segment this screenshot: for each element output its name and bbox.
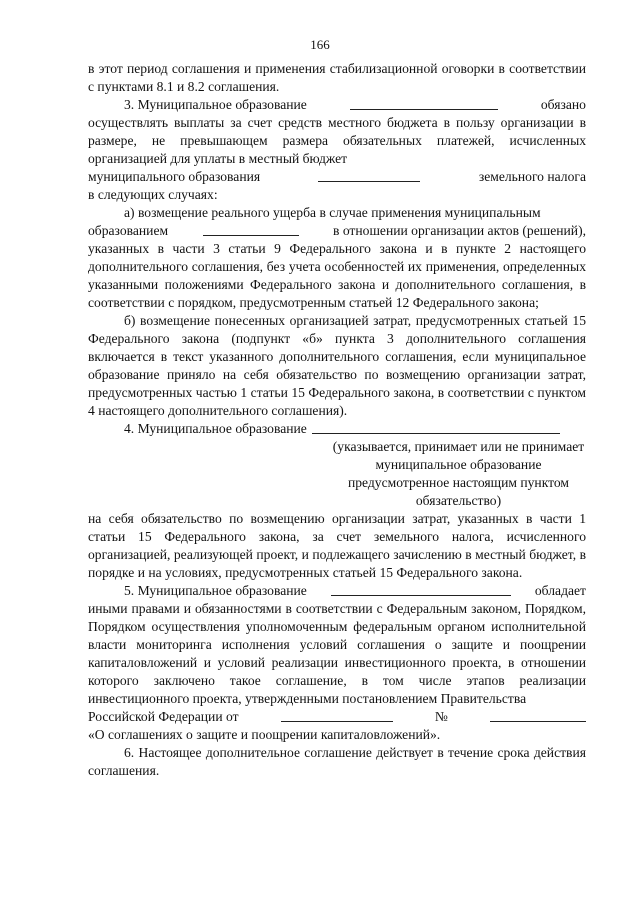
paragraph-5-body: иными правами и обязанностями в соответствии с Федеральным законом, Порядком, Порядком осуществления уполномоченным федеральным органом исполнительной власти мониторинга исполнения условий соглашения о защите и поощрении капиталовложений и условий реализации инвестиционного проекта, в отношении которого заключено такое соглашение, в том числе этапов реализации инвестиционного проекта, утвержденными постановлением Правительства	[88, 601, 586, 706]
subparagraph-a-acts: в отношении организации актов (решений),	[333, 223, 586, 238]
paragraph-3-land-tax: земельного налога	[478, 169, 586, 184]
paragraph-3-tax-line	[88, 168, 586, 186]
paragraph-3-obligated: обязано	[540, 97, 586, 112]
paragraph-4-instruction: (указывается, принимает или не принимает муниципальное образование предусмотренное настоящим пунктом обязательство)	[332, 439, 585, 508]
paragraph-5-rf: Российской Федерации от	[88, 709, 239, 724]
municipality-name-blank-5	[331, 582, 511, 596]
paragraph-3-first-line	[88, 96, 586, 114]
paragraph-5-decree-title: «О соглашениях о защите и поощрении капиталовложений».	[88, 727, 441, 742]
paragraph-3-cases: в следующих случаях:	[88, 187, 218, 202]
page-number: 166	[310, 37, 330, 52]
paragraph-5-first-line	[88, 582, 586, 600]
paragraph-5-number-sign: №	[434, 709, 448, 724]
paragraph-4-lead: 4. Муниципальное образование	[124, 421, 307, 436]
paragraph-3-body: осуществлять выплаты за счет средств местного бюджета в пользу организации в размере, не превышающем размера обязательных платежей, исчисленных организацией для уплаты в местный бюджет	[88, 115, 586, 166]
subparagraph-a-entity: образованием	[88, 223, 169, 238]
municipality-name-blank	[350, 96, 498, 110]
municipality-blank-a	[203, 222, 299, 236]
subparagraph-a-lead: а) возмещение реального ущерба в случае применения муниципальным	[124, 205, 541, 220]
subparagraph-b: б) возмещение понесенных организацией затрат, предусмотренных статьей 15 Федерального закона (подпункт «б» пункта 3 дополнительного соглашения включается в текст указанного дополнительного соглашения, если муниципальное образование приняло на себя обязательство по возмещению организации затрат, предусмотренных частью 1 статьи 15 Федерального закона, в соответствии с пунктом 4 настоящего дополнительного соглашения).	[88, 313, 586, 418]
document-body	[88, 60, 586, 780]
decree-date-blank	[281, 708, 393, 722]
municipality-blank	[318, 168, 420, 182]
paragraph-5-has: обладает	[534, 583, 586, 598]
paragraph-4-body: на себя обязательство по возмещению организации затрат, указанных в части 1 статьи 15 Федерального закона, за счет земельного налога, исчисленного организацией, реализующей проект, и подлежащего зачислению в местный бюджет, в порядке и на условиях, предусмотренных статьей 15 Федерального закона.	[88, 511, 586, 580]
paragraph-3-lead: 3. Муниципальное образование	[124, 97, 307, 112]
paragraph-5-decree-line	[88, 708, 586, 726]
decree-number-blank	[490, 708, 586, 722]
paragraph-3-municipality: муниципального образования	[88, 169, 261, 184]
paragraph-4-first-line	[88, 420, 586, 438]
paragraph-6: 6. Настоящее дополнительное соглашение действует в течение срока действия соглашения.	[88, 745, 586, 778]
subparagraph-a-body: указанных в части 3 статьи 9 Федерального закона и в пункте 2 настоящего дополнительного соглашения, без учета особенностей их применения, определенных указанными положениями Федерального закона и дополнительного соглашения, в соответствии с порядком, предусмотренным статьей 12 Федерального закона;	[88, 241, 586, 310]
paragraph-continuation: в этот период соглашения и применения стабилизационной оговорки в соответствии с пунктами 8.1 и 8.2 соглашения.	[88, 61, 586, 94]
subparagraph-a-second-line	[88, 222, 586, 240]
subparagraph-a-first-line	[88, 204, 586, 222]
paragraph-5-lead: 5. Муниципальное образование	[124, 583, 307, 598]
municipality-decision-blank	[312, 420, 560, 434]
